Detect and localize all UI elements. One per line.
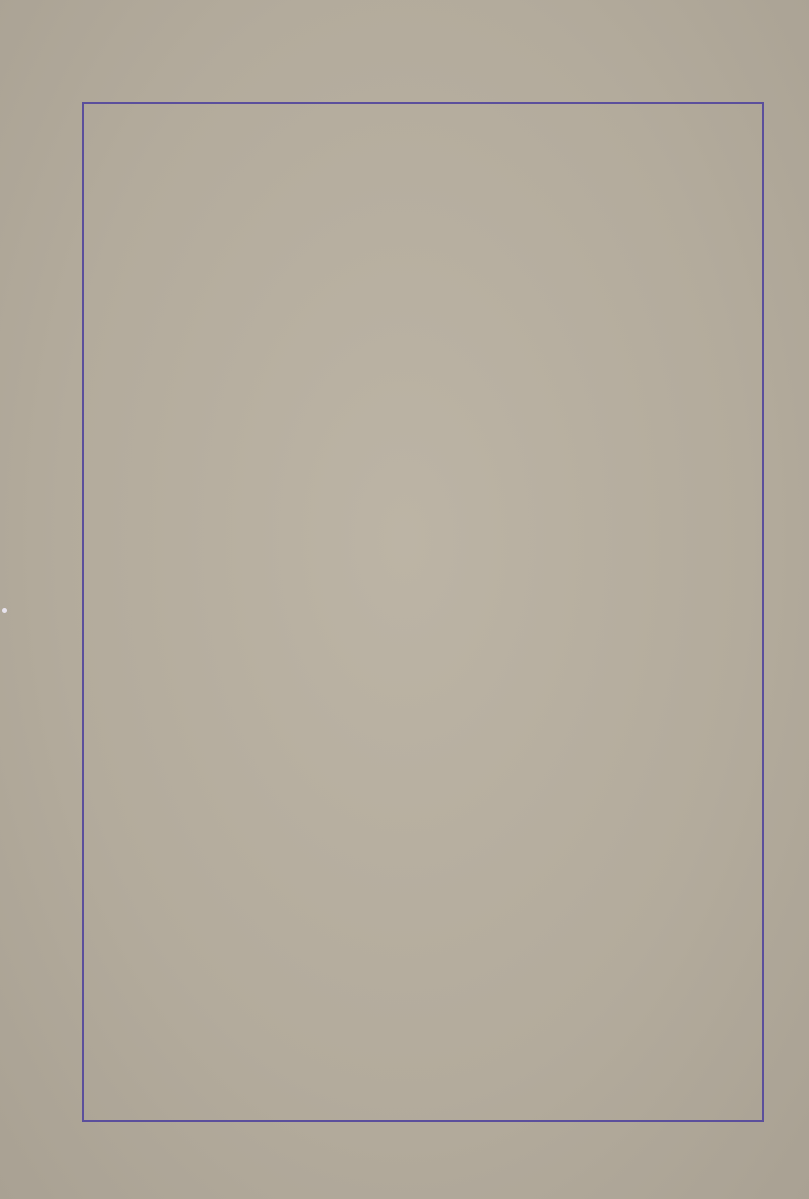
paper-speck [2,608,7,613]
legend-table [82,102,764,1122]
